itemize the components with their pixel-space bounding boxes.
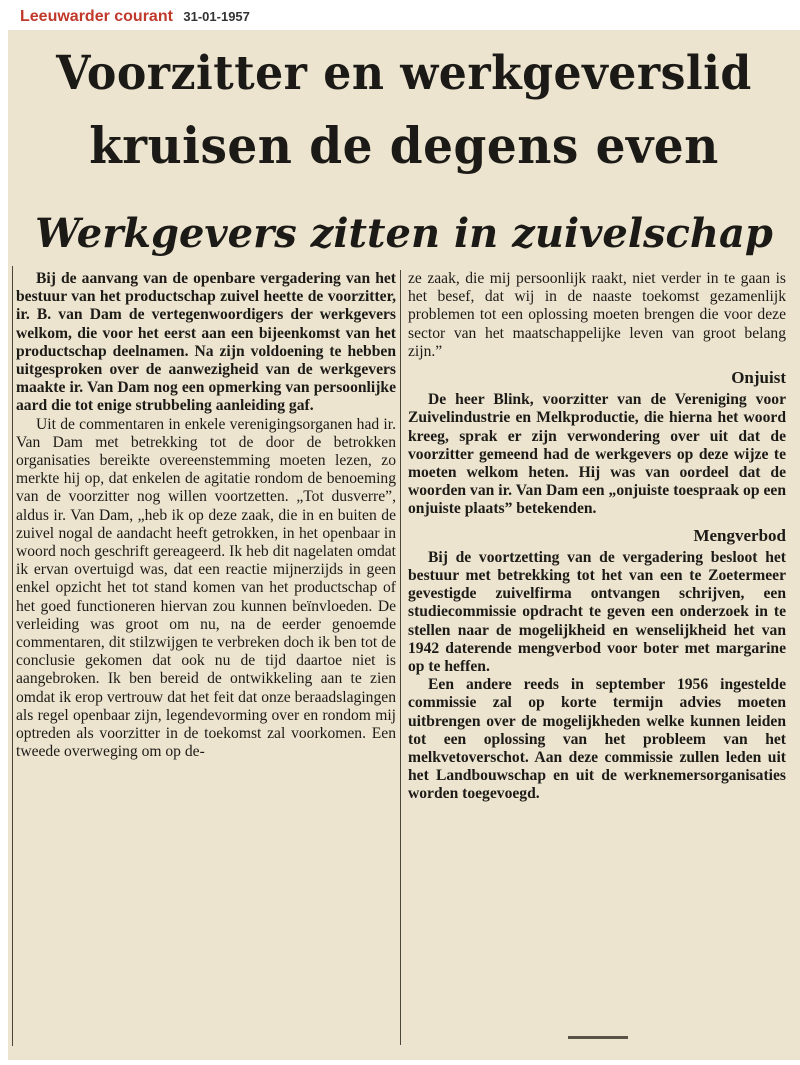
- subheadline: Werkgevers zitten in zuivelschap: [35, 210, 773, 257]
- body-paragraph: De heer Blink, voorzitter van de Vereniging voor Zuivelindustrie en Melkproductie, die hierna het woord kreeg, sprak er zijn verwondering over uit dat de voorzitter gemeend had de werkgevers op deze wijze te moeten welkom heten. Hij was van oordeel dat de woorden van ir. Van Dam een „onjuiste toespraak op een onjuiste plaats” betekenden.: [408, 391, 786, 518]
- headline-line-1: Voorzitter en werkgeverslid: [56, 46, 752, 101]
- column-divider-left: [12, 266, 13, 1046]
- body-paragraph-continued: ze zaak, die mij persoonlijk raakt, niet verder in te gaan is het besef, dat wij in de naaste toekomst gezamenlijk problemen tot een oplossing moeten brengen die voor deze sector van het maatschappelijke leven van groot belang zijn.”: [408, 270, 786, 360]
- headline-line-2: kruisen de degens even: [89, 116, 719, 175]
- body-paragraph: Bij de voortzetting van de vergadering besloot het bestuur met betrekking tot het van een te Zoetermeer gevestigde zuivelfirma ontvangen schrijven, een studiecommissie opdracht te geven een onderzoek in te stellen naar de mogelijkheid en wenselijkheid het van 1942 daterende mengverbod voor boter met margarine op te heffen.: [408, 548, 786, 676]
- article-column-right: [408, 270, 786, 804]
- clipping-source: [20, 8, 250, 26]
- body-paragraph: Uit de commentaren in enkele verenigingsorganen had ir. Van Dam met betrekking tot de door de betrokken organisaties bereikte overeenstemming moeten lezen, zo merkte hij op, dat enkelen de agitatie rondom de benoeming van de voorzitter nog willen voortzetten. „Tot dusverre”, aldus ir. Van Dam, „heb ik op deze zaak, die in en buiten de zuivel nogal de aandacht heeft getrokken, in het openbaar in woord noch geschrift gereageerd. Ik heb dit nagelaten omdat ik ervan overtuigd was, dat een reactie mijnerzijds in geen enkel opzicht het tot stand komen van het productschap of het goed functioneren hiervan zou kunnen beïnvloeden. De verleiding was groot om nu, na de eerder genoemde commentaren, dit stilzwijgen te verbreken doch ik ben tot de conclusie gekomen dat ook nu de tijd daartoe niet is aangebroken. Ik ben bereid de ontwikkeling aan te zien omdat ik erop vertrouw dat het feit dat onze beraadslagingen als regel openbaar zijn, legendevorming over en rondom mij optreden als voorzitter in de toekomst zal voorkomen. Een tweede overweging om op de-: [16, 415, 396, 761]
- section-heading-onjuist: Onjuist: [731, 368, 786, 388]
- body-paragraph: Een andere reeds in september 1956 ingestelde commissie zal op korte termijn advies moeten uitbrengen over de mogelijkheden welke kunnen leiden tot een oplossing van het probleem van het melkvetoverschot. Aan deze commissie zullen leden uit het Landbouwschap en uit de werknemersorganisaties worden toegevoegd.: [408, 676, 786, 803]
- newspaper-clipping: [8, 30, 800, 1060]
- section-heading-mengverbod: Mengverbod: [693, 525, 786, 545]
- column-divider-center: [400, 270, 401, 1045]
- article-column-left: [16, 270, 396, 761]
- end-of-article-rule: [568, 1036, 628, 1039]
- lead-paragraph: Bij de aanvang van de openbare vergadering van het bestuur van het productschap zuivel heette de voorzitter, ir. B. van Dam de vertegenwoordigers der werkgevers welkom, die voor het eerst aan een bijeenkomst van het productschap deelnamen. Na zijn voldoening te hebben uitgesproken over de aanwezigheid van de werkgevers maakte ir. Van Dam nog een opmerking van persoonlijke aard die tot enige strubbeling aanleiding gaf.: [16, 270, 396, 415]
- publication-date: 31-01-1957: [183, 9, 250, 24]
- newspaper-name: Leeuwarder courant: [20, 8, 173, 25]
